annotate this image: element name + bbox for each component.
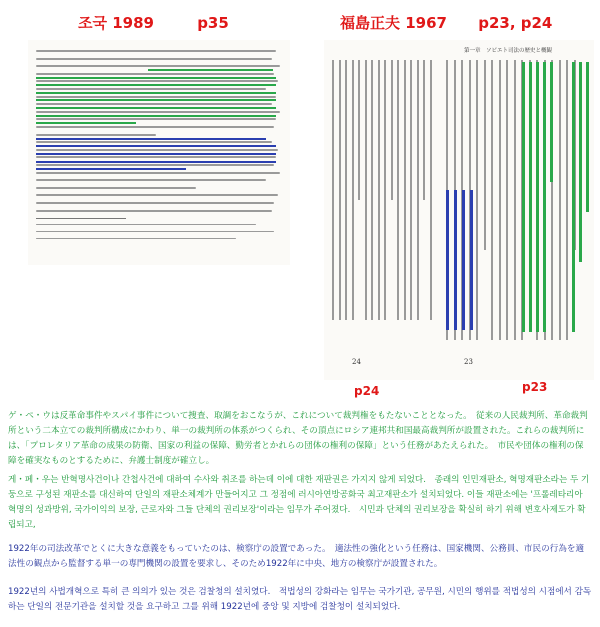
right-source-title [340, 12, 552, 33]
vertical-text-column [378, 60, 380, 320]
vertical-highlight [454, 190, 457, 330]
footnote-line [36, 231, 274, 232]
highlight-mark [148, 69, 273, 71]
highlight-mark [36, 153, 276, 155]
highlight-mark [36, 99, 276, 101]
vertical-text-column [391, 60, 393, 200]
vertical-text-column [352, 60, 354, 320]
scan-text-line [36, 202, 274, 203]
page-tag-p24: p24 [354, 384, 380, 398]
highlight-mark [36, 92, 276, 94]
vertical-text-column [506, 60, 508, 340]
vertical-text-column [384, 60, 386, 320]
vertical-highlight [529, 62, 532, 332]
vertical-highlight [543, 62, 546, 332]
left-page-ref: p35 [197, 14, 229, 32]
highlight-mark [36, 115, 276, 117]
vertical-text-column [484, 60, 486, 250]
vertical-text-column [430, 60, 432, 320]
vertical-text-column [499, 60, 501, 340]
scan-text-line [36, 103, 272, 104]
highlight-mark [36, 138, 266, 140]
scan-text-line [36, 88, 266, 89]
vertical-text-column [491, 60, 493, 340]
scan-text-line [36, 179, 266, 180]
vertical-highlight [550, 62, 553, 182]
vertical-text-column [371, 60, 373, 320]
vertical-text-column [365, 60, 367, 320]
scan-text-line [36, 111, 280, 112]
footnote-divider [36, 218, 126, 219]
vertical-text-column [345, 60, 347, 320]
vertical-highlight [586, 62, 589, 212]
scan-text-line [36, 126, 274, 127]
scan-text-line [36, 194, 278, 195]
vertical-highlight [470, 190, 473, 330]
korean-scanned-page [28, 40, 290, 265]
vertical-text-column [397, 60, 399, 320]
page-number-left: 24 [352, 358, 361, 366]
vertical-text-column [339, 60, 341, 320]
paragraph-ko-1: 게・페・우는 반혁명사건이나 간첩사건에 대하여 수사와 취조를 하는데 이에 대한 재판권은 가지지 않게 되었다. 종래의 인민재판소, 혁명재판소라는 두 기둥으로 구성된 재판소를 대신하여 단일의 재판소체계가 만들어지고 그 정점에 러시아연방공화국 최고재판소가 설치되었다. 이들 재판소에는 '프롤레타리아 혁명의 성과방위, 국가이익의 보장, 근로자와 그들 단체의 권리보장'이라는 임무가 주어졌다. 시민과 단체의 권리보장을 확실히 하기 위해 변호사제도가 확립되고, [8, 475, 590, 530]
highlight-mark [36, 168, 186, 170]
scan-text-line [36, 149, 278, 150]
highlight-mark [36, 145, 276, 147]
highlight-mark [36, 84, 276, 86]
highlight-mark [36, 77, 276, 79]
scan-text-line [36, 80, 278, 81]
vertical-highlight [462, 190, 465, 330]
scan-text-line [36, 187, 196, 188]
paragraph-ja-1: ゲ・ペ・ウは反革命事件やスパイ事件について捜査、取調をおこなうが、これについて裁判権をもたないこととなった。 従来の人民裁判所、革命裁判所という二本立ての裁判所構成にかわり、単一の裁判所の体系がつくられ、その頂点にロシア連邦共和国最高裁判所が設置された。これらの裁判所には、「プロレタリア革命の成果の防衛、国家の利益の保障、勤労者とかれらの団体の権利の保障」という任務があたえられた。 市民や団体の権利の保障を確実なものとするために、弁護士制度が確立し。 [8, 411, 588, 466]
scan-text-line [36, 96, 276, 97]
scan-text-line [36, 156, 276, 157]
vertical-text-column [514, 60, 516, 340]
scan-text-line [36, 141, 272, 142]
vertical-text-column [358, 60, 360, 200]
paragraph-ko-2: 1922년의 사법개혁으로 특히 큰 의의가 있는 것은 검찰청의 설치였다. 적법성의 강화라는 임무는 국가기관, 공무원, 시민의 행위를 적법성의 시점에서 감독하는 단일의 전문기관을 설치할 것을 요구하고 그를 위해 1922년에 중앙 및 지방에 검찰청이 설치되었다. [8, 587, 592, 612]
scan-text-line [36, 164, 274, 165]
scan-text-line [36, 65, 280, 66]
page-tag-p23: p23 [522, 380, 548, 394]
vertical-text-column [417, 60, 419, 320]
scan-text-line [36, 73, 274, 74]
vertical-highlight [536, 62, 539, 332]
vertical-text-column [423, 60, 425, 200]
vertical-highlight [572, 62, 575, 332]
highlight-mark [36, 161, 276, 163]
left-author-year: 조국 1989 [78, 14, 154, 32]
page-header: 第一章 ソビエト司法の歴史と概観 [464, 48, 553, 54]
scan-text-line [36, 210, 272, 211]
vertical-text-column [559, 60, 561, 340]
scan-text-line [36, 50, 276, 51]
vertical-text-column [404, 60, 406, 320]
scan-text-line [36, 172, 280, 173]
highlight-mark [36, 107, 276, 109]
japanese-scanned-pages [324, 40, 594, 380]
scan-text-line [36, 58, 272, 59]
vertical-text-column [566, 60, 568, 340]
vertical-highlight [446, 190, 449, 330]
vertical-text-column [332, 60, 334, 320]
right-page-ref: p23, p24 [478, 14, 553, 32]
paragraph-ja-2: 1922年の司法改革でとくに大きな意義をもっていたのは、検察庁の設置であった。 適法性の強化という任務は、国家機関、公務員、市民の行為を適法性の観点から監督する単一の専門機関の設置を要求し、そのため1922年に中央、地方の検察庁が設置された。 [8, 544, 585, 569]
vertical-highlight [579, 62, 582, 262]
page-number-right: 23 [464, 358, 473, 366]
scan-text-line [36, 134, 156, 135]
right-author-year: 福島正夫 1967 [340, 14, 447, 32]
highlight-mark [36, 122, 136, 124]
scan-text-line [36, 118, 276, 119]
left-source-title [78, 12, 229, 33]
footnote-line [36, 238, 236, 239]
vertical-highlight [522, 62, 525, 332]
footnote-line [36, 224, 256, 225]
vertical-text-column [476, 60, 478, 340]
vertical-text-column [410, 60, 412, 320]
